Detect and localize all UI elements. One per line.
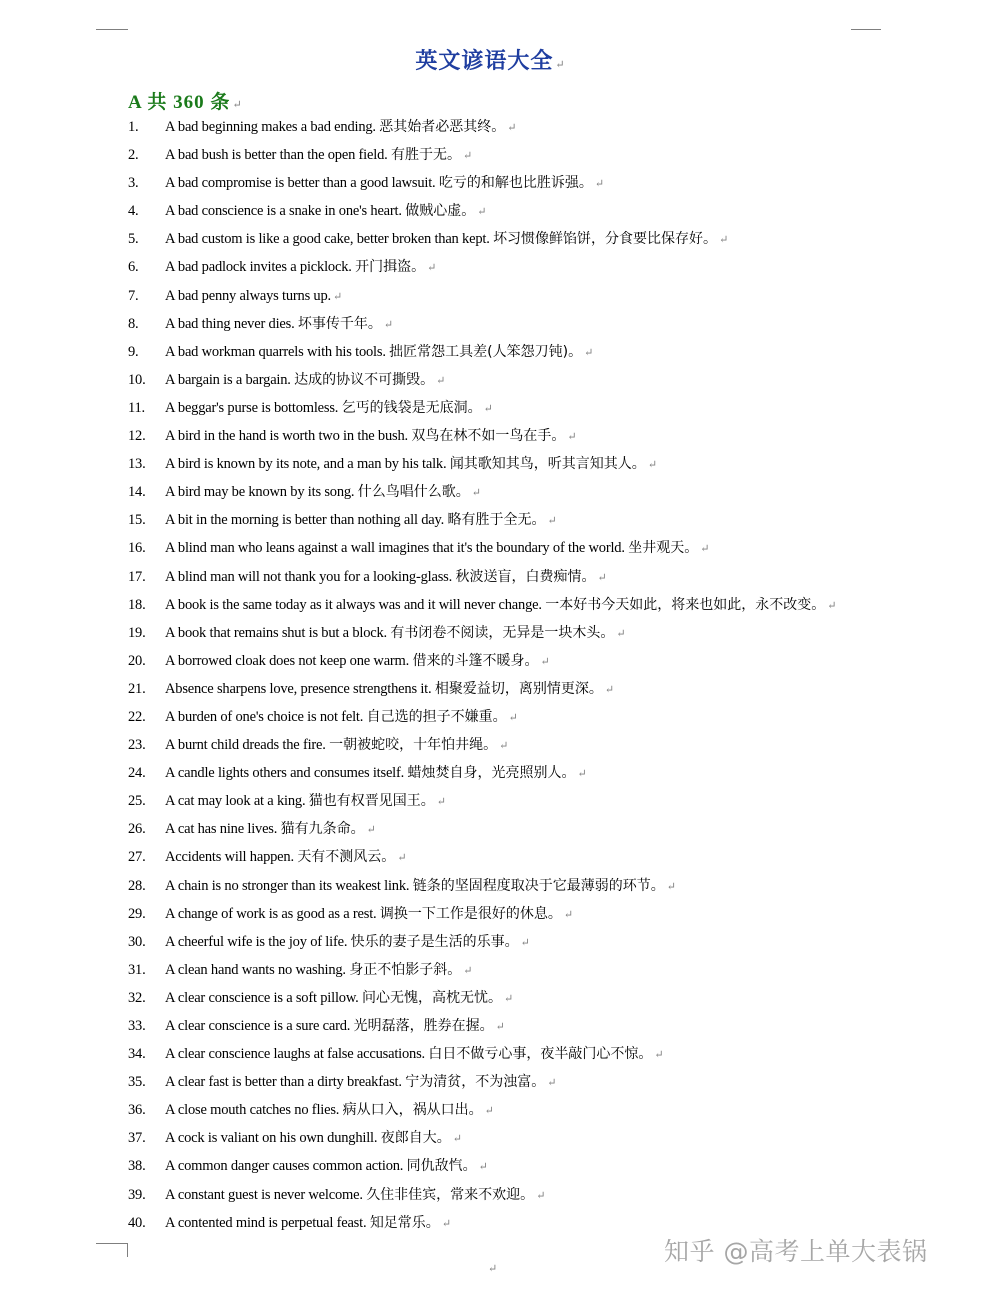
paragraph-mark: ↵ bbox=[604, 683, 614, 696]
item-english: A bad padlock invites a picklock. bbox=[165, 259, 356, 276]
paragraph-mark: ↵ bbox=[383, 318, 393, 331]
list-item bbox=[128, 704, 858, 732]
list-item bbox=[128, 535, 858, 563]
item-english: A candle lights others and consumes itself. bbox=[165, 765, 408, 782]
list-item bbox=[128, 283, 858, 311]
item-number: 15. bbox=[128, 512, 146, 529]
item-chinese: 知足常乐。 bbox=[369, 1214, 440, 1231]
paragraph-mark: ↵ bbox=[563, 908, 573, 921]
item-chinese: 有书闭卷不阅读，无异是一块木头。 bbox=[390, 624, 615, 641]
list-item bbox=[128, 1041, 858, 1069]
paragraph-mark: ↵ bbox=[540, 655, 550, 668]
paragraph-mark: ↵ bbox=[441, 1217, 451, 1230]
crop-mark-bottom-left-h bbox=[96, 1243, 128, 1244]
item-number: 12. bbox=[128, 428, 146, 445]
list-item bbox=[128, 1069, 858, 1097]
item-english: A cat has nine lives. bbox=[165, 821, 281, 838]
list-item bbox=[128, 170, 858, 198]
item-chinese: 光明磊落，胜券在握。 bbox=[353, 1018, 494, 1034]
item-number: 14. bbox=[128, 484, 146, 501]
item-chinese: 达成的协议不可撕毁。 bbox=[294, 371, 435, 388]
item-number: 31. bbox=[128, 961, 146, 978]
item-english: A blind man who leans against a wall imagines that it's the boundary of the world. bbox=[165, 540, 629, 557]
list-item bbox=[128, 676, 858, 704]
item-english: A bad thing never dies. bbox=[165, 315, 298, 332]
item-english: A bad custom is like a good cake, better broken than kept. bbox=[165, 231, 494, 248]
item-chinese: 快乐的妻子是生活的乐事。 bbox=[350, 933, 519, 950]
item-chinese: 久住非佳宾，常来不欢迎。 bbox=[366, 1186, 535, 1203]
item-chinese: 病从口入，祸从口出。 bbox=[342, 1102, 483, 1119]
item-number: 1. bbox=[128, 119, 139, 135]
item-english: A bird may be known by its song. bbox=[165, 484, 358, 501]
item-number: 24. bbox=[128, 765, 146, 782]
item-chinese: 坏习惯像鲜馅饼，分食要比保存好。 bbox=[493, 231, 718, 248]
list-item bbox=[128, 592, 858, 620]
item-english: A clear fast is better than a dirty breakfast. bbox=[165, 1074, 406, 1091]
item-english: A book that remains shut is but a block. bbox=[165, 624, 391, 641]
item-english: A beggar's purse is bottomless. bbox=[165, 399, 342, 416]
item-english: A bad workman quarrels with his tools. bbox=[165, 343, 390, 360]
list-item bbox=[128, 760, 858, 788]
paragraph-mark: ↵ bbox=[463, 964, 473, 977]
item-english: A clear conscience is a sure card. bbox=[165, 1018, 354, 1034]
item-chinese: 拙匠常怨工具差(人笨怨刀钝)。 bbox=[389, 343, 583, 360]
item-english: A bad penny always turns up. bbox=[165, 287, 331, 304]
item-chinese: 略有胜于全无。 bbox=[447, 512, 546, 529]
item-chinese: 闻其歌知其鸟，听其言知其人。 bbox=[449, 456, 646, 473]
paragraph-mark: ↵ bbox=[827, 599, 837, 612]
list-item bbox=[128, 1125, 858, 1153]
item-number: 40. bbox=[128, 1214, 146, 1231]
item-english: A bird is known by its note, and a man by his talk. bbox=[165, 456, 450, 473]
item-number: 34. bbox=[128, 1046, 146, 1063]
item-english: A bad conscience is a snake in one's heart. bbox=[165, 203, 406, 220]
item-number: 4. bbox=[128, 203, 139, 220]
list-item bbox=[128, 648, 858, 676]
title-text: 英文谚语大全 bbox=[415, 48, 554, 73]
crop-mark-top-right bbox=[851, 29, 881, 30]
paragraph-mark: ↵ bbox=[232, 99, 243, 111]
item-chinese: 猫有九条命。 bbox=[280, 821, 365, 838]
list-item bbox=[128, 620, 858, 648]
paragraph-mark: ↵ bbox=[597, 571, 607, 584]
list-item bbox=[128, 339, 858, 367]
item-chinese: 身正不怕影子斜。 bbox=[349, 961, 462, 978]
item-number: 30. bbox=[128, 933, 146, 950]
paragraph-mark: ↵ bbox=[616, 627, 626, 640]
item-chinese: 夜郎自大。 bbox=[380, 1130, 451, 1147]
paragraph-mark: ↵ bbox=[700, 543, 710, 556]
item-chinese: 双鸟在林不如一鸟在手。 bbox=[411, 428, 566, 445]
list-item bbox=[128, 873, 858, 901]
list-item bbox=[128, 1013, 858, 1041]
paragraph-mark: ↵ bbox=[488, 1263, 498, 1275]
item-english: A constant guest is never welcome. bbox=[165, 1186, 367, 1203]
list-item bbox=[128, 423, 858, 451]
section-text: A 共 360 条 bbox=[128, 92, 231, 113]
item-number: 3. bbox=[128, 175, 139, 192]
item-number: 13. bbox=[128, 456, 146, 473]
item-chinese: 天有不测风云。 bbox=[297, 849, 396, 866]
item-english: A bit in the morning is better than nothing all day. bbox=[165, 512, 448, 529]
item-number: 38. bbox=[128, 1158, 146, 1175]
item-number: 26. bbox=[128, 821, 146, 838]
item-number: 37. bbox=[128, 1130, 146, 1147]
paragraph-mark: ↵ bbox=[495, 1021, 505, 1033]
item-number: 35. bbox=[128, 1074, 146, 1091]
item-number: 32. bbox=[128, 989, 146, 1006]
item-chinese: 调换一下工作是很好的休息。 bbox=[379, 905, 562, 922]
item-chinese: 吃亏的和解也比胜诉强。 bbox=[438, 175, 593, 192]
paragraph-mark: ↵ bbox=[584, 346, 594, 359]
item-chinese: 借来的斗篷不暖身。 bbox=[412, 652, 539, 669]
paragraph-mark: ↵ bbox=[577, 768, 587, 781]
item-number: 33. bbox=[128, 1018, 146, 1034]
item-english: A chain is no stronger than its weakest link. bbox=[165, 877, 413, 894]
item-chinese: 链条的坚固程度取决于它最薄弱的环节。 bbox=[412, 877, 665, 894]
paragraph-mark: ↵ bbox=[536, 1189, 546, 1202]
list-item bbox=[128, 114, 858, 142]
item-chinese: 做贼心虚。 bbox=[405, 203, 476, 220]
item-number: 25. bbox=[128, 793, 146, 810]
item-chinese: 秋波送盲，白费痴情。 bbox=[455, 568, 596, 585]
list-item bbox=[128, 198, 858, 226]
list-item bbox=[128, 732, 858, 760]
item-number: 21. bbox=[128, 680, 146, 697]
proverb-list bbox=[128, 114, 858, 1238]
paragraph-mark: ↵ bbox=[366, 824, 376, 837]
paragraph-mark: ↵ bbox=[647, 459, 657, 472]
item-chinese: 猫也有权晋见国王。 bbox=[308, 793, 435, 810]
item-number: 23. bbox=[128, 737, 146, 754]
item-chinese: 相聚爱益切，离别情更深。 bbox=[434, 680, 603, 697]
item-chinese: 坐井观天。 bbox=[628, 540, 699, 557]
item-english: A change of work is as good as a rest. bbox=[165, 905, 380, 922]
list-item bbox=[128, 142, 858, 170]
paragraph-mark: ↵ bbox=[507, 122, 517, 134]
item-chinese: 乞丐的钱袋是无底洞。 bbox=[341, 399, 482, 416]
paragraph-mark: ↵ bbox=[483, 402, 493, 415]
section-heading bbox=[128, 87, 243, 114]
item-number: 8. bbox=[128, 315, 139, 332]
item-english: A bargain is a bargain. bbox=[165, 371, 295, 388]
paragraph-mark: ↵ bbox=[555, 59, 566, 71]
item-english: A burden of one's choice is not felt. bbox=[165, 708, 367, 725]
item-number: 29. bbox=[128, 905, 146, 922]
item-english: A clear conscience laughs at false accusations. bbox=[165, 1046, 429, 1063]
paragraph-mark: ↵ bbox=[547, 515, 557, 528]
list-item bbox=[128, 957, 858, 985]
item-number: 17. bbox=[128, 568, 146, 585]
list-item bbox=[128, 1182, 858, 1210]
item-number: 27. bbox=[128, 849, 146, 866]
paragraph-mark: ↵ bbox=[477, 206, 487, 219]
item-english: A close mouth catches no flies. bbox=[165, 1102, 343, 1119]
item-english: A cheerful wife is the joy of life. bbox=[165, 933, 351, 950]
list-item bbox=[128, 844, 858, 872]
item-chinese: 一本好书今天如此，将来也如此，永不改变。 bbox=[545, 596, 826, 613]
list-item bbox=[128, 367, 858, 395]
item-english: A bad beginning makes a bad ending. bbox=[165, 119, 380, 135]
item-english: A clear conscience is a soft pillow. bbox=[165, 989, 363, 1006]
item-number: 2. bbox=[128, 147, 139, 164]
list-item bbox=[128, 1153, 858, 1181]
item-chinese: 什么鸟唱什么歌。 bbox=[357, 484, 470, 501]
item-chinese: 自己选的担子不嫌重。 bbox=[366, 708, 507, 725]
paragraph-mark: ↵ bbox=[397, 852, 407, 865]
item-chinese: 同仇敌忾。 bbox=[406, 1158, 477, 1175]
item-english: A clean hand wants no washing. bbox=[165, 961, 350, 978]
list-item bbox=[128, 901, 858, 929]
item-english: A blind man will not thank you for a looking-glass. bbox=[165, 568, 456, 585]
paragraph-mark: ↵ bbox=[452, 1133, 462, 1146]
paragraph-mark: ↵ bbox=[508, 711, 518, 724]
list-item bbox=[128, 564, 858, 592]
list-item bbox=[128, 816, 858, 844]
paragraph-mark: ↵ bbox=[520, 936, 530, 949]
item-english: A bad compromise is better than a good lawsuit. bbox=[165, 175, 439, 192]
item-english: A bird in the hand is worth two in the bush. bbox=[165, 428, 412, 445]
item-chinese: 恶其始者必恶其终。 bbox=[379, 119, 506, 135]
item-number: 28. bbox=[128, 877, 146, 894]
item-number: 6. bbox=[128, 259, 139, 276]
paragraph-mark: ↵ bbox=[462, 150, 472, 163]
item-english: Absence sharpens love, presence strengthens it. bbox=[165, 680, 435, 697]
paragraph-mark: ↵ bbox=[478, 1161, 488, 1174]
list-item bbox=[128, 226, 858, 254]
item-number: 9. bbox=[128, 343, 139, 360]
list-item bbox=[128, 788, 858, 816]
document-title bbox=[0, 44, 981, 75]
paragraph-mark: ↵ bbox=[471, 487, 481, 500]
paragraph-mark: ↵ bbox=[332, 290, 342, 303]
paragraph-mark: ↵ bbox=[504, 992, 514, 1005]
item-chinese: 坏事传千年。 bbox=[297, 315, 382, 332]
item-number: 36. bbox=[128, 1102, 146, 1119]
paragraph-mark: ↵ bbox=[484, 1105, 494, 1118]
paragraph-mark: ↵ bbox=[666, 880, 676, 893]
watermark: 知乎 @高考上单大表锅 bbox=[664, 1237, 928, 1266]
item-english: A bad bush is better than the open field. bbox=[165, 147, 391, 164]
item-english: A cat may look at a king. bbox=[165, 793, 309, 810]
item-chinese: 白日不做亏心事，夜半敲门心不惊。 bbox=[428, 1046, 653, 1063]
item-chinese: 有胜于无。 bbox=[390, 147, 461, 164]
list-item bbox=[128, 507, 858, 535]
item-number: 18. bbox=[128, 596, 146, 613]
item-chinese: 一朝被蛇咬，十年怕井绳。 bbox=[329, 737, 498, 754]
item-number: 39. bbox=[128, 1186, 146, 1203]
item-chinese: 开门揖盗。 bbox=[355, 259, 426, 276]
item-number: 10. bbox=[128, 371, 146, 388]
paragraph-mark: ↵ bbox=[499, 740, 509, 753]
paragraph-mark: ↵ bbox=[547, 1077, 557, 1090]
paragraph-mark: ↵ bbox=[436, 374, 446, 387]
item-english: A burnt child dreads the fire. bbox=[165, 737, 330, 754]
item-number: 16. bbox=[128, 540, 146, 557]
paragraph-mark: ↵ bbox=[654, 1049, 664, 1062]
list-item bbox=[128, 451, 858, 479]
list-item bbox=[128, 479, 858, 507]
crop-mark-bottom-left-v bbox=[127, 1243, 128, 1257]
item-chinese: 蜡烛焚自身，光亮照别人。 bbox=[407, 765, 576, 782]
item-english: Accidents will happen. bbox=[165, 849, 298, 866]
paragraph-mark: ↵ bbox=[567, 431, 577, 444]
list-item bbox=[128, 985, 858, 1013]
paragraph-mark: ↵ bbox=[594, 178, 604, 191]
item-number: 20. bbox=[128, 652, 146, 669]
list-item bbox=[128, 254, 858, 282]
item-english: A borrowed cloak does not keep one warm. bbox=[165, 652, 413, 669]
crop-mark-top-left bbox=[96, 29, 128, 30]
item-number: 22. bbox=[128, 708, 146, 725]
item-number: 7. bbox=[128, 287, 139, 304]
item-english: A cock is valiant on his own dunghill. bbox=[165, 1130, 381, 1147]
list-item bbox=[128, 395, 858, 423]
item-number: 19. bbox=[128, 624, 146, 641]
item-english: A book is the same today as it always was and it will never change. bbox=[165, 596, 546, 613]
item-number: 11. bbox=[128, 399, 145, 416]
list-item bbox=[128, 929, 858, 957]
item-english: A common danger causes common action. bbox=[165, 1158, 407, 1175]
item-chinese: 宁为清贫，不为浊富。 bbox=[405, 1074, 546, 1091]
paragraph-mark: ↵ bbox=[719, 234, 729, 247]
paragraph-mark: ↵ bbox=[427, 262, 437, 275]
item-chinese: 问心无愧，高枕无忧。 bbox=[362, 989, 503, 1006]
item-number: 5. bbox=[128, 231, 139, 248]
list-item bbox=[128, 311, 858, 339]
paragraph-mark: ↵ bbox=[436, 796, 446, 809]
item-english: A contented mind is perpetual feast. bbox=[165, 1214, 370, 1231]
list-item bbox=[128, 1097, 858, 1125]
